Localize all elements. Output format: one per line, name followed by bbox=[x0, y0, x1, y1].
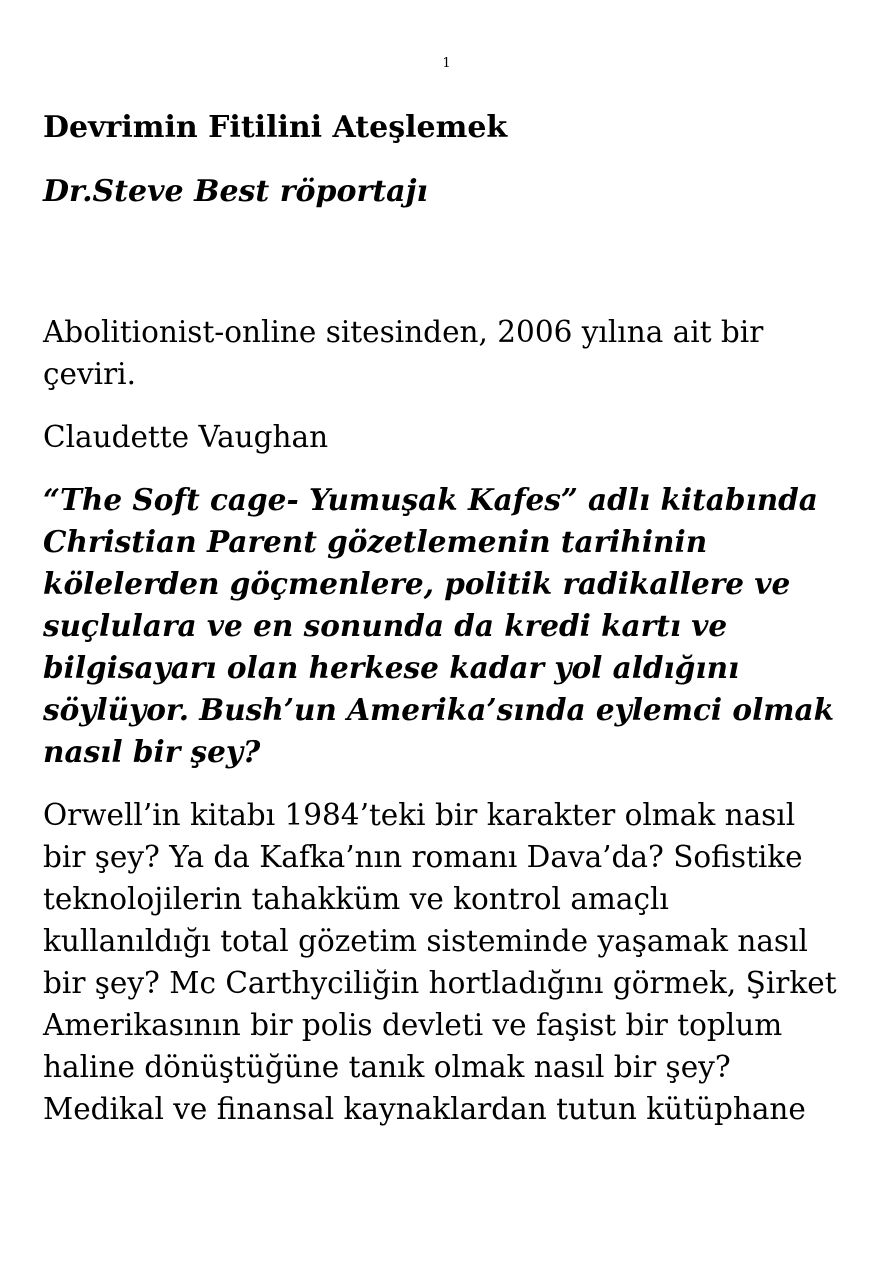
author-name: Claudette Vaughan bbox=[43, 420, 329, 454]
source-note bbox=[43, 311, 853, 395]
text-line: Medikal ve finansal kaynaklardan tutun kütüphane bbox=[43, 1092, 806, 1126]
text-line: kölelerden göçmenlere, politik radikallere ve bbox=[43, 566, 791, 601]
text-line: Christian Parent gözetlemenin tarihinin bbox=[43, 524, 708, 559]
interview-question bbox=[43, 479, 853, 773]
text-line: bir şey? Ya da Kafka’nın romanı Dava’da? Sofistike bbox=[43, 840, 803, 874]
document-subtitle: Dr.Steve Best röportajı bbox=[43, 174, 428, 209]
text-line: Amerikasının bir polis devleti ve faşist bir toplum bbox=[43, 1008, 783, 1042]
text-line: söylüyor. Bush’un Amerika’sında eylemci olmak bbox=[43, 692, 835, 727]
text-line: çeviri. bbox=[43, 357, 136, 391]
text-line: teknolojilerin tahakküm ve kontrol amaçlı bbox=[43, 882, 669, 916]
text-line: kullanıldığı total gözetim sisteminde yaşamak nasıl bbox=[43, 924, 808, 958]
text-line: haline dönüştüğüne tanık olmak nasıl bir şey? bbox=[43, 1050, 731, 1084]
document-body bbox=[43, 106, 853, 1130]
text-line: bilgisayarı olan herkese kadar yol aldığını bbox=[43, 650, 740, 685]
text-line: nasıl bir şey? bbox=[43, 734, 261, 769]
document-title: Devrimin Fitilini Ateşlemek bbox=[43, 110, 508, 145]
text-line: Orwell’in kitabı 1984’teki bir karakter olmak nasıl bbox=[43, 798, 796, 832]
text-line: “The Soft cage- Yumuşak Kafes” adlı kitabında bbox=[43, 482, 818, 517]
text-line: suçlulara ve en sonunda da kredi kartı ve bbox=[43, 608, 728, 643]
interview-answer bbox=[43, 794, 853, 1130]
text-line: Abolitionist-online sitesinden, 2006 yılına ait bir bbox=[43, 315, 764, 349]
page-number: 1 bbox=[442, 56, 451, 71]
text-line: bir şey? Mc Carthyciliğin hortladığını görmek, Şirket bbox=[43, 966, 837, 1000]
